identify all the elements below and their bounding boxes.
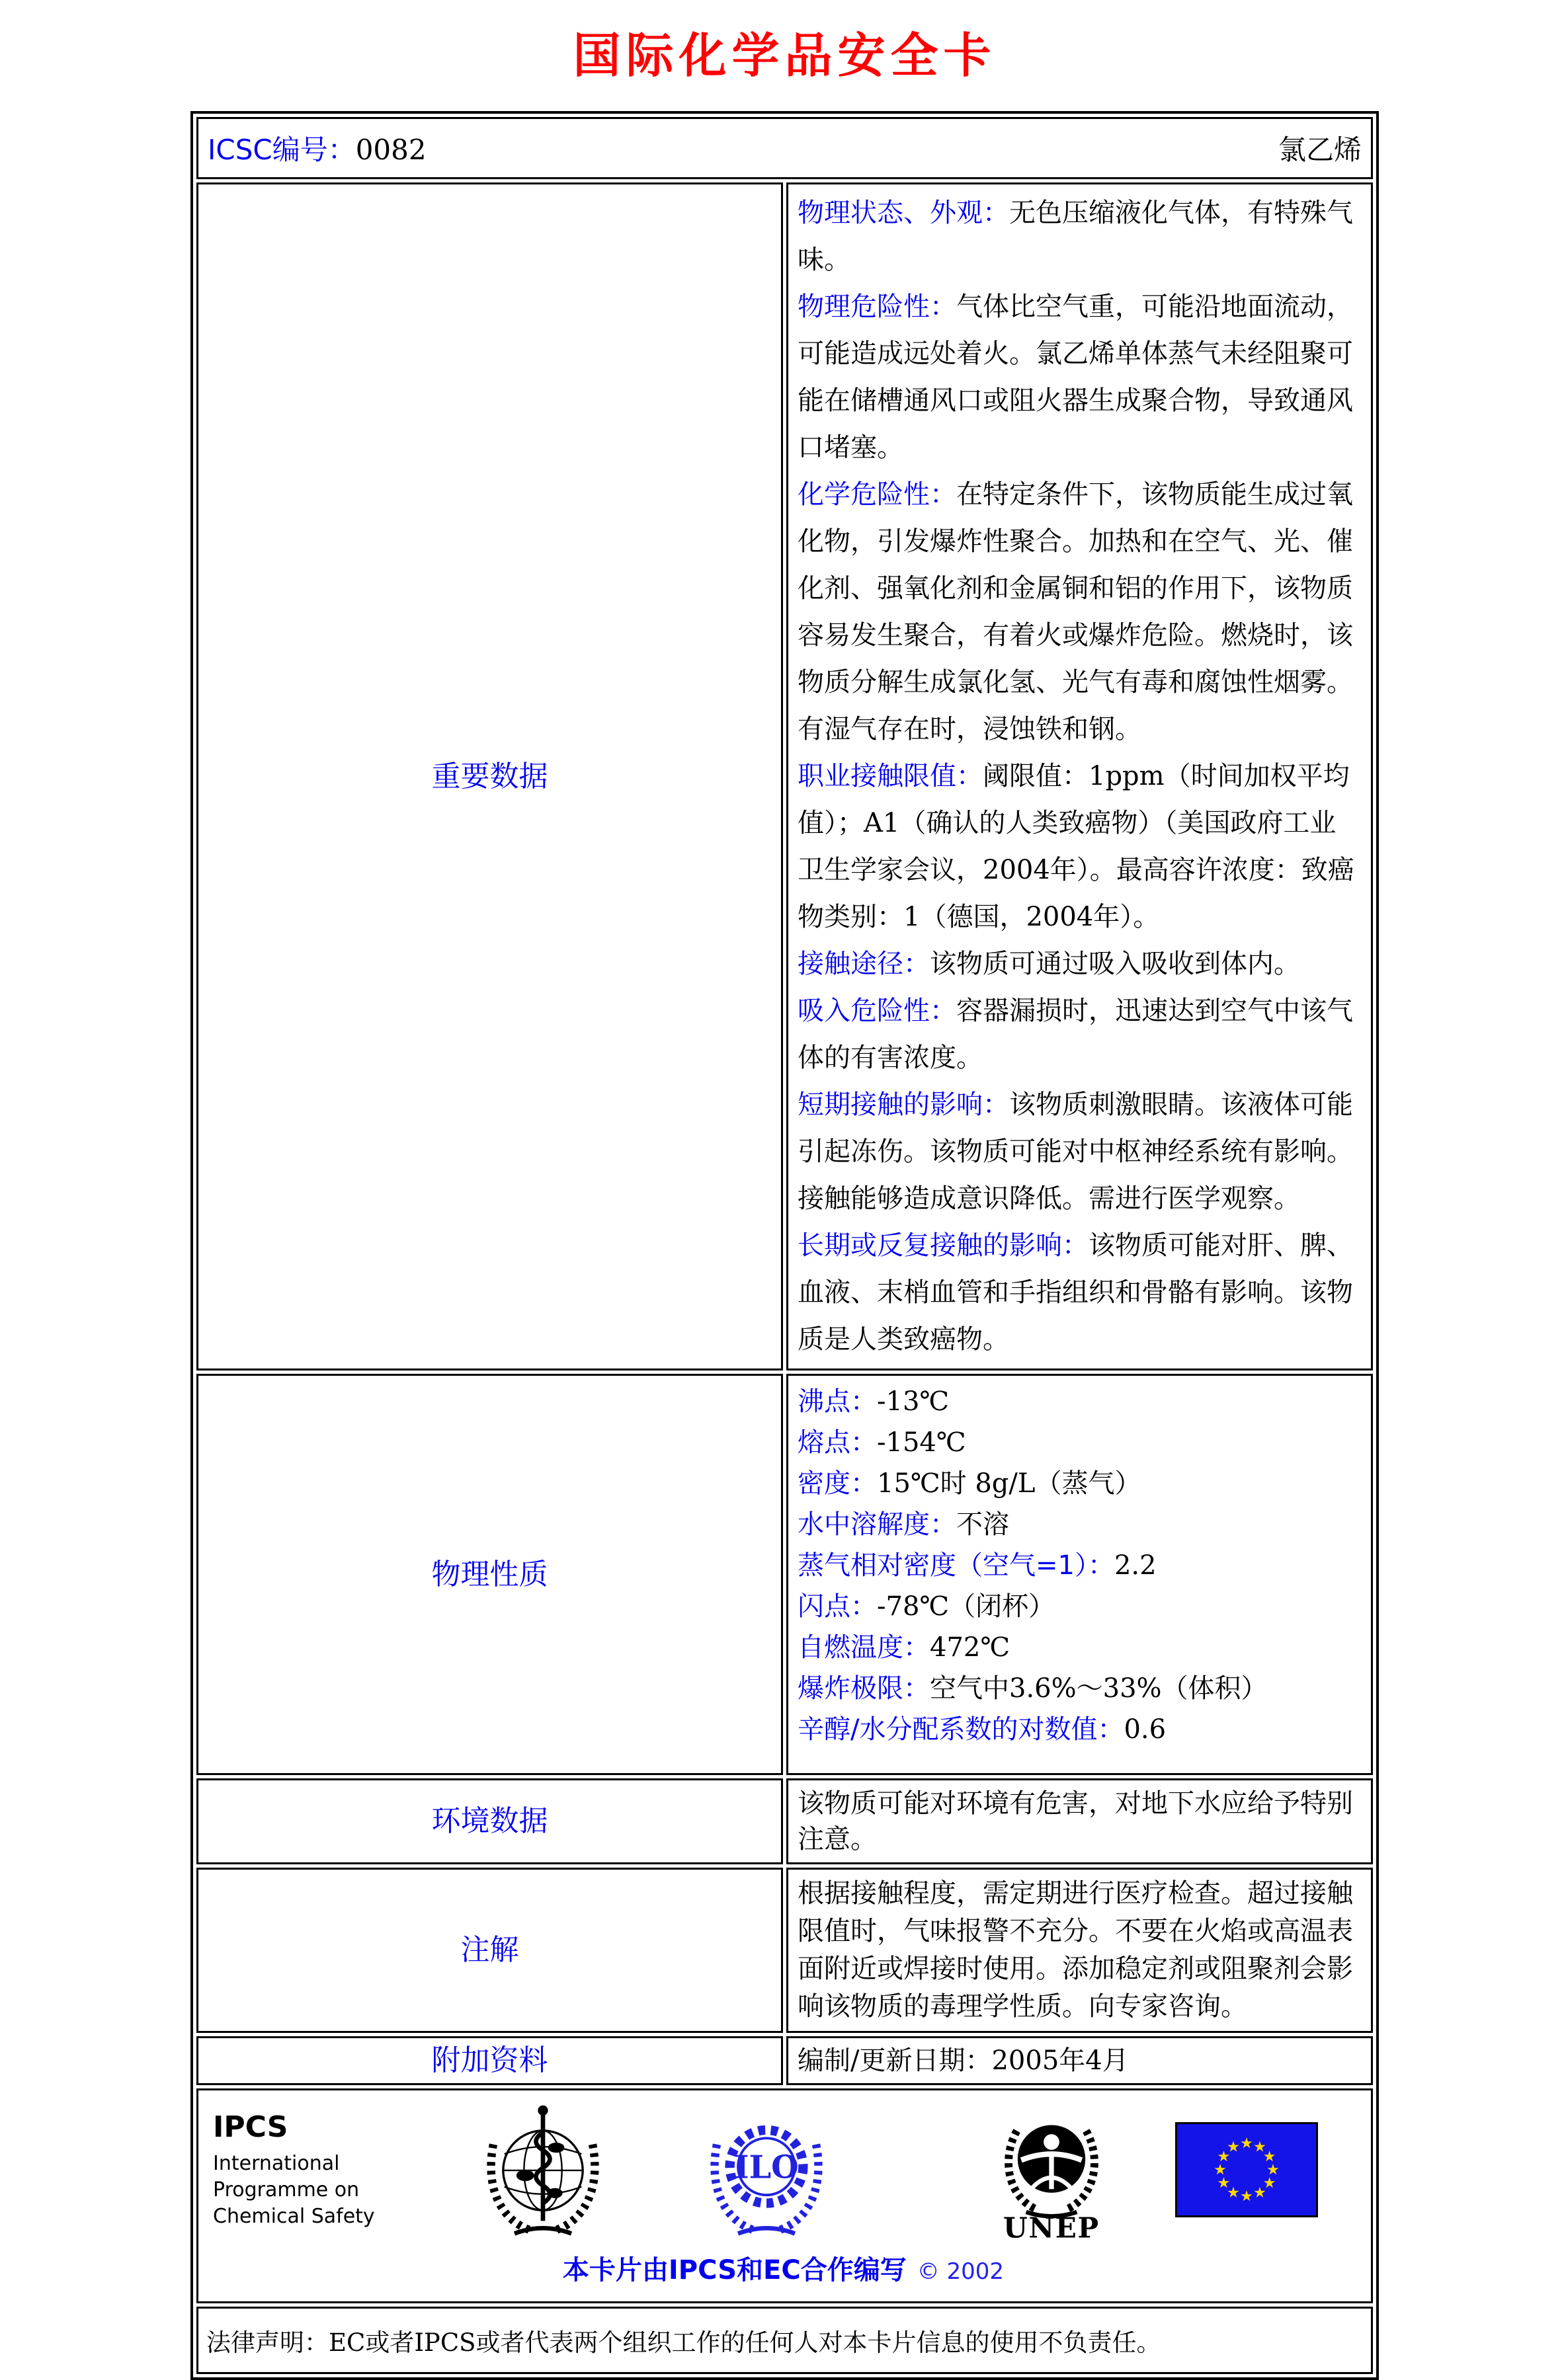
icsc-number-group [208,128,427,168]
page-title: 国际化学品安全卡 [573,27,997,83]
prop-boiling-point [798,1381,1359,1422]
prop-value: -154℃ [877,1427,966,1458]
header-row [196,117,1373,179]
field-occupational-limits [798,753,1359,941]
prop-partition-coefficient [798,1709,1359,1750]
legal-text: EC或者IPCS或者代表两个组织工作的任何人对本卡片信息的使用不负责任。 [329,2328,1161,2357]
header-cell [196,117,1373,179]
field-label: 接触途径： [798,949,930,979]
notes-content: 根据接触程度，需定期进行医疗检查。超过接触限值时，气味报警不充分。不要在火焰或高温表面附近或焊接时使用。添加稳定剂或阻聚剂会影响该物质的毒理学性质。向专家咨询。 [786,1868,1373,2033]
copyright-text: © 2002 [917,2258,1005,2285]
physical-properties-content [786,1374,1373,1775]
prop-label: 闪点： [798,1591,877,1622]
prop-value: 472℃ [930,1632,1010,1663]
field-text: 阈限值：1ppm（时间加权平均值）；A1（确认的人类致癌物）（美国政府工业卫生学家会议，2004年）。最高容许浓度：致癌物类别：1（德国，2004年）。 [798,761,1354,932]
prop-water-solubility [798,1504,1359,1545]
row-label-notes: 注解 [196,1868,783,2033]
unep-wordmark: UNEP [1003,2211,1100,2240]
field-label: 短期接触的影响： [798,1090,1009,1120]
row-label-environmental-data: 环境数据 [196,1778,783,1864]
additional-info-content: 编制/更新日期：2005年4月 [786,2036,1373,2085]
important-data-row [196,182,1373,1370]
prop-value: 15℃时 8g/L（蒸气） [877,1468,1141,1499]
ipcs-subtitle-line: Programme on [213,2178,360,2202]
prop-label: 自燃温度： [798,1632,930,1663]
prop-explosive-limits [798,1668,1359,1709]
field-label: 物理状态、外观： [798,198,1009,228]
prop-flash-point [798,1586,1359,1627]
field-physical-danger [798,284,1359,471]
prop-label: 密度： [798,1468,877,1499]
prop-value: -13℃ [877,1386,950,1417]
caption-text: 本卡片由IPCS和EC合作编写 [562,2255,907,2285]
legal-label: 法律声明： [206,2328,329,2357]
important-data-content [786,182,1373,1370]
notes-row [196,1868,1373,2033]
ilo-logo-icon [701,2100,832,2240]
field-label: 长期或反复接触的影响： [798,1230,1089,1261]
legal-row [196,2307,1373,2374]
prop-value: -78℃（闭杯） [877,1591,1055,1622]
icsc-number-value: 0082 [355,134,427,166]
field-text: 该物质可通过吸入吸收到体内。 [930,949,1300,979]
prop-vapor-density [798,1545,1359,1586]
ipcs-text-block [213,2110,431,2230]
ilo-monogram: ILO [734,2149,799,2186]
field-label: 物理危险性： [798,292,956,322]
icsc-number-label: ICSC编号： [208,134,356,166]
field-text: 该物质刺激眼睛。该液体可能引起冻伤。该物质可能对中枢神经系统有影响。接触能够造成意识降低。需进行医学观察。 [798,1090,1353,1214]
field-inhalation-risk [798,988,1359,1082]
icsc-page [0,17,1566,2380]
physical-properties-row [196,1374,1373,1775]
eu-flag-icon [1175,2122,1318,2217]
field-text: 容器漏损时，迅速达到空气中该气体的有害浓度。 [798,996,1353,1073]
prop-melting-point [798,1422,1359,1463]
prop-value: 2.2 [1114,1550,1157,1581]
field-label: 吸入危险性： [798,996,956,1026]
logos-cell [196,2088,1373,2303]
field-short-term-effects [798,1082,1359,1222]
environmental-data-content: 该物质可能对环境有危害，对地下水应给予特别注意。 [786,1778,1373,1864]
field-text: 气体比空气重，可能沿地面流动，可能造成远处着火。氯乙烯单体蒸气未经阻聚可能在储槽通风口或阻火器生成聚合物，导致通风口堵塞。 [798,292,1353,463]
field-exposure-routes [798,941,1359,988]
field-text: 在特定条件下，该物质能生成过氧化物，引发爆炸性聚合。加热和在空气、光、催化剂、强氧化剂和金属铜和铝的作用下，该物质容易发生聚合，有着火或爆炸危险。燃烧时，该物质分解生成氯化氢、光气有毒和腐蚀性烟雾。有湿气存在时，浸蚀铁和钢。 [798,479,1353,744]
ipcs-subtitle-line: Chemical Safety [213,2204,375,2228]
field-text: 无色压缩液化气体，有特殊气味。 [798,198,1353,275]
row-label-important-data: 重要数据 [196,182,783,1370]
ipcs-subtitle-line: International [213,2151,340,2175]
field-long-term-effects [798,1222,1359,1363]
row-label-additional-info: 附加资料 [196,2036,783,2085]
prop-label: 爆炸极限： [798,1673,930,1704]
prop-label: 蒸气相对密度（空气=1）： [798,1550,1114,1581]
additional-info-row [196,2036,1373,2085]
environmental-data-row [196,1778,1373,1864]
prop-value: 空气中3.6%～33%（体积） [930,1673,1268,1704]
chemical-name: 氯乙烯 [1278,134,1362,166]
prop-label: 水中溶解度： [798,1509,956,1540]
prop-label: 沸点： [798,1386,877,1417]
legal-notice [196,2307,1373,2374]
ipcs-title: IPCS [213,2110,288,2144]
field-text: 该物质可能对肝、脾、血液、末梢血管和手指组织和骨骼有影响。该物质是人类致癌物。 [798,1230,1353,1355]
logos-row [196,2088,1373,2303]
prop-value: 0.6 [1124,1714,1167,1745]
field-label: 职业接触限值： [798,761,983,791]
field-physical-state [798,190,1359,284]
prop-autoignition-temp [798,1627,1359,1668]
cooperation-caption [213,2249,1354,2287]
who-logo-icon [477,2100,608,2240]
prop-label: 熔点： [798,1427,877,1458]
prop-label: 辛醇/水分配系数的对数值： [798,1714,1124,1745]
unep-logo-icon [984,2100,1119,2240]
field-chemical-danger [798,471,1359,753]
icsc-card-table [190,111,1379,2380]
prop-value: 不溶 [956,1509,1009,1540]
row-label-physical-properties: 物理性质 [196,1374,783,1775]
prop-density [798,1463,1359,1504]
field-label: 化学危险性： [798,479,956,510]
